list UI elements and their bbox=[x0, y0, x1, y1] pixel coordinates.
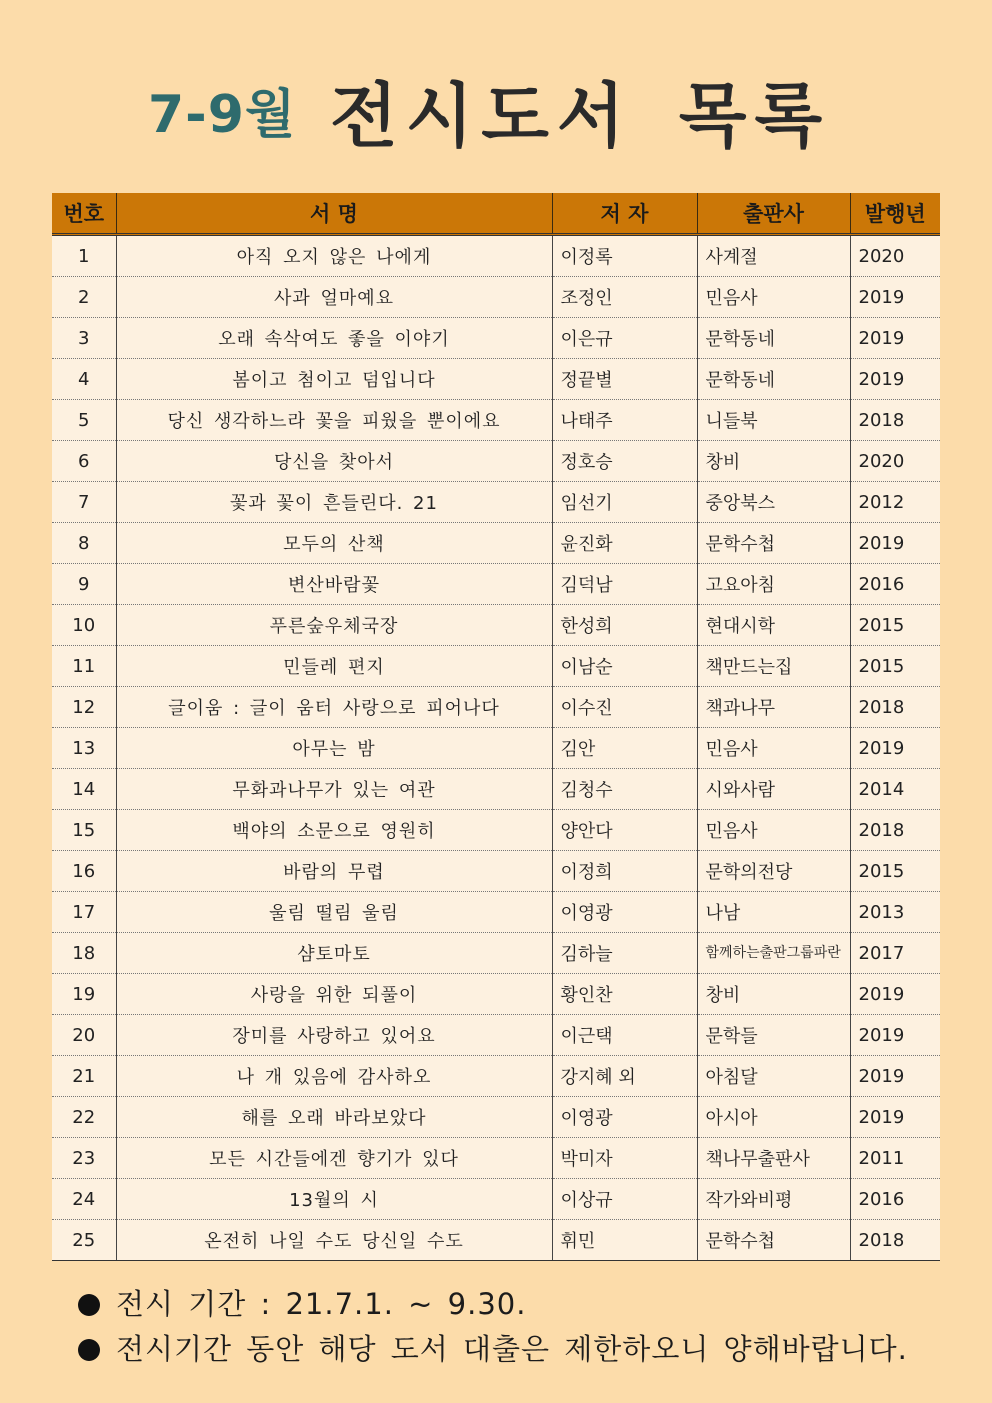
cell-author: 정호승 bbox=[552, 441, 697, 482]
cell-author: 윤진화 bbox=[552, 523, 697, 564]
cell-title: 해를 오래 바라보았다 bbox=[116, 1097, 552, 1138]
cell-publisher: 문학동네 bbox=[697, 318, 850, 359]
cell-publisher: 현대시학 bbox=[697, 605, 850, 646]
header-year: 발행년 bbox=[850, 193, 940, 235]
cell-title: 오래 속삭여도 좋을 이야기 bbox=[116, 318, 552, 359]
cell-author: 김하늘 bbox=[552, 933, 697, 974]
cell-number: 1 bbox=[52, 235, 116, 277]
header-publisher: 출판사 bbox=[697, 193, 850, 235]
cell-author: 박미자 bbox=[552, 1138, 697, 1179]
cell-title: 모든 시간들에겐 향기가 있다 bbox=[116, 1138, 552, 1179]
table-row bbox=[52, 1179, 940, 1220]
cell-year: 2015 bbox=[850, 851, 940, 892]
cell-number: 12 bbox=[52, 687, 116, 728]
cell-publisher: 사계절 bbox=[697, 235, 850, 277]
note-period-text: 전시 기간 : 21.7.1. ~ 9.30. bbox=[116, 1287, 527, 1321]
cell-number: 18 bbox=[52, 933, 116, 974]
table-row bbox=[52, 564, 940, 605]
cell-author: 황인찬 bbox=[552, 974, 697, 1015]
title-month: 7-9월 bbox=[148, 85, 297, 145]
cell-title: 온전히 나일 수도 당신일 수도 bbox=[116, 1220, 552, 1261]
title-main: 전시도서 목록 bbox=[330, 75, 831, 157]
cell-title: 변산바람꽃 bbox=[116, 564, 552, 605]
cell-number: 14 bbox=[52, 769, 116, 810]
note-restriction bbox=[78, 1327, 968, 1372]
cell-year: 2020 bbox=[850, 235, 940, 277]
cell-year: 2020 bbox=[850, 441, 940, 482]
cell-title: 사과 얼마예요 bbox=[116, 277, 552, 318]
table-row bbox=[52, 933, 940, 974]
cell-publisher: 민음사 bbox=[697, 728, 850, 769]
cell-author: 김청수 bbox=[552, 769, 697, 810]
bullet-icon bbox=[78, 1294, 100, 1316]
table-row bbox=[52, 359, 940, 400]
cell-title: 아무는 밤 bbox=[116, 728, 552, 769]
cell-year: 2019 bbox=[850, 974, 940, 1015]
bullet-icon bbox=[78, 1339, 100, 1361]
cell-year: 2011 bbox=[850, 1138, 940, 1179]
cell-title: 봄이고 첨이고 덤입니다 bbox=[116, 359, 552, 400]
cell-title: 13월의 시 bbox=[116, 1179, 552, 1220]
table-row bbox=[52, 974, 940, 1015]
cell-author: 이근택 bbox=[552, 1015, 697, 1056]
cell-year: 2019 bbox=[850, 318, 940, 359]
cell-author: 강지혜 외 bbox=[552, 1056, 697, 1097]
table-row bbox=[52, 646, 940, 687]
table-row bbox=[52, 482, 940, 523]
cell-year: 2019 bbox=[850, 1056, 940, 1097]
cell-author: 이영광 bbox=[552, 1097, 697, 1138]
cell-year: 2014 bbox=[850, 769, 940, 810]
cell-number: 10 bbox=[52, 605, 116, 646]
table-row bbox=[52, 728, 940, 769]
cell-year: 2019 bbox=[850, 277, 940, 318]
cell-publisher: 문학동네 bbox=[697, 359, 850, 400]
table-row bbox=[52, 1015, 940, 1056]
page-title bbox=[0, 62, 992, 157]
table-row bbox=[52, 1097, 940, 1138]
cell-publisher: 문학수첩 bbox=[697, 523, 850, 564]
note-restriction-text: 전시기간 동안 해당 도서 대출은 제한하오니 양해바랍니다. bbox=[116, 1332, 908, 1366]
header-number: 번호 bbox=[52, 193, 116, 235]
table-row bbox=[52, 769, 940, 810]
cell-year: 2015 bbox=[850, 605, 940, 646]
cell-publisher: 중앙북스 bbox=[697, 482, 850, 523]
cell-number: 17 bbox=[52, 892, 116, 933]
cell-publisher: 문학수첩 bbox=[697, 1220, 850, 1261]
cell-author: 이정희 bbox=[552, 851, 697, 892]
cell-number: 20 bbox=[52, 1015, 116, 1056]
cell-publisher: 민음사 bbox=[697, 810, 850, 851]
cell-number: 9 bbox=[52, 564, 116, 605]
cell-author: 김안 bbox=[552, 728, 697, 769]
cell-title: 샴토마토 bbox=[116, 933, 552, 974]
cell-year: 2016 bbox=[850, 564, 940, 605]
cell-author: 휘민 bbox=[552, 1220, 697, 1261]
cell-publisher: 창비 bbox=[697, 974, 850, 1015]
cell-year: 2018 bbox=[850, 400, 940, 441]
cell-author: 양안다 bbox=[552, 810, 697, 851]
table-row bbox=[52, 318, 940, 359]
cell-year: 2018 bbox=[850, 687, 940, 728]
cell-author: 한성희 bbox=[552, 605, 697, 646]
cell-publisher: 함께하는출판그룹파란 bbox=[697, 933, 850, 974]
cell-number: 23 bbox=[52, 1138, 116, 1179]
table-row bbox=[52, 1220, 940, 1261]
cell-number: 16 bbox=[52, 851, 116, 892]
header-author: 저 자 bbox=[552, 193, 697, 235]
cell-number: 4 bbox=[52, 359, 116, 400]
cell-number: 22 bbox=[52, 1097, 116, 1138]
cell-publisher: 고요아침 bbox=[697, 564, 850, 605]
cell-year: 2019 bbox=[850, 1097, 940, 1138]
cell-author: 이상규 bbox=[552, 1179, 697, 1220]
cell-number: 25 bbox=[52, 1220, 116, 1261]
table-row bbox=[52, 810, 940, 851]
cell-title: 장미를 사랑하고 있어요 bbox=[116, 1015, 552, 1056]
cell-year: 2012 bbox=[850, 482, 940, 523]
table-row bbox=[52, 892, 940, 933]
table-row bbox=[52, 687, 940, 728]
cell-title: 바람의 무렵 bbox=[116, 851, 552, 892]
cell-author: 조정인 bbox=[552, 277, 697, 318]
cell-number: 13 bbox=[52, 728, 116, 769]
cell-year: 2019 bbox=[850, 523, 940, 564]
cell-year: 2018 bbox=[850, 810, 940, 851]
cell-publisher: 시와사람 bbox=[697, 769, 850, 810]
note-period bbox=[78, 1282, 968, 1327]
cell-number: 3 bbox=[52, 318, 116, 359]
cell-year: 2019 bbox=[850, 359, 940, 400]
cell-title: 당신 생각하느라 꽃을 피웠을 뿐이에요 bbox=[116, 400, 552, 441]
cell-title: 울림 떨림 울림 bbox=[116, 892, 552, 933]
cell-author: 김덕남 bbox=[552, 564, 697, 605]
table-row bbox=[52, 400, 940, 441]
table-header-row bbox=[52, 193, 940, 235]
cell-publisher: 작가와비평 bbox=[697, 1179, 850, 1220]
cell-title: 사랑을 위한 되풀이 bbox=[116, 974, 552, 1015]
cell-year: 2013 bbox=[850, 892, 940, 933]
cell-author: 이남순 bbox=[552, 646, 697, 687]
cell-author: 정끝별 bbox=[552, 359, 697, 400]
cell-number: 15 bbox=[52, 810, 116, 851]
cell-year: 2019 bbox=[850, 728, 940, 769]
cell-title: 백야의 소문으로 영원히 bbox=[116, 810, 552, 851]
table-row bbox=[52, 523, 940, 564]
cell-publisher: 니들북 bbox=[697, 400, 850, 441]
notes bbox=[78, 1282, 968, 1372]
cell-number: 8 bbox=[52, 523, 116, 564]
table-row bbox=[52, 1138, 940, 1179]
cell-title: 아직 오지 않은 나에게 bbox=[116, 235, 552, 277]
table-body bbox=[52, 235, 940, 1261]
cell-publisher: 민음사 bbox=[697, 277, 850, 318]
cell-number: 11 bbox=[52, 646, 116, 687]
table-row bbox=[52, 851, 940, 892]
cell-author: 임선기 bbox=[552, 482, 697, 523]
cell-year: 2015 bbox=[850, 646, 940, 687]
cell-title: 무화과나무가 있는 여관 bbox=[116, 769, 552, 810]
table-row bbox=[52, 605, 940, 646]
cell-number: 19 bbox=[52, 974, 116, 1015]
header-title: 서 명 bbox=[116, 193, 552, 235]
cell-publisher: 나남 bbox=[697, 892, 850, 933]
cell-year: 2019 bbox=[850, 1015, 940, 1056]
cell-title: 나 개 있음에 감사하오 bbox=[116, 1056, 552, 1097]
cell-number: 7 bbox=[52, 482, 116, 523]
cell-author: 나태주 bbox=[552, 400, 697, 441]
cell-number: 6 bbox=[52, 441, 116, 482]
cell-number: 21 bbox=[52, 1056, 116, 1097]
cell-year: 2017 bbox=[850, 933, 940, 974]
cell-number: 24 bbox=[52, 1179, 116, 1220]
cell-title: 모두의 산책 bbox=[116, 523, 552, 564]
cell-title: 푸른숲우체국장 bbox=[116, 605, 552, 646]
cell-title: 당신을 찾아서 bbox=[116, 441, 552, 482]
cell-number: 5 bbox=[52, 400, 116, 441]
cell-title: 글이움 : 글이 움터 사랑으로 피어나다 bbox=[116, 687, 552, 728]
table-row bbox=[52, 277, 940, 318]
cell-author: 이정록 bbox=[552, 235, 697, 277]
cell-publisher: 창비 bbox=[697, 441, 850, 482]
cell-number: 2 bbox=[52, 277, 116, 318]
cell-year: 2018 bbox=[850, 1220, 940, 1261]
cell-publisher: 책과나무 bbox=[697, 687, 850, 728]
book-list-table bbox=[52, 193, 940, 1261]
cell-year: 2016 bbox=[850, 1179, 940, 1220]
cell-title: 민들레 편지 bbox=[116, 646, 552, 687]
table-row bbox=[52, 1056, 940, 1097]
table-row bbox=[52, 235, 940, 277]
cell-publisher: 책나무출판사 bbox=[697, 1138, 850, 1179]
cell-publisher: 책만드는집 bbox=[697, 646, 850, 687]
cell-author: 이수진 bbox=[552, 687, 697, 728]
cell-publisher: 문학들 bbox=[697, 1015, 850, 1056]
cell-publisher: 문학의전당 bbox=[697, 851, 850, 892]
cell-title: 꽃과 꽃이 흔들린다. 21 bbox=[116, 482, 552, 523]
cell-author: 이은규 bbox=[552, 318, 697, 359]
table-row bbox=[52, 441, 940, 482]
cell-author: 이영광 bbox=[552, 892, 697, 933]
cell-publisher: 아침달 bbox=[697, 1056, 850, 1097]
cell-publisher: 아시아 bbox=[697, 1097, 850, 1138]
